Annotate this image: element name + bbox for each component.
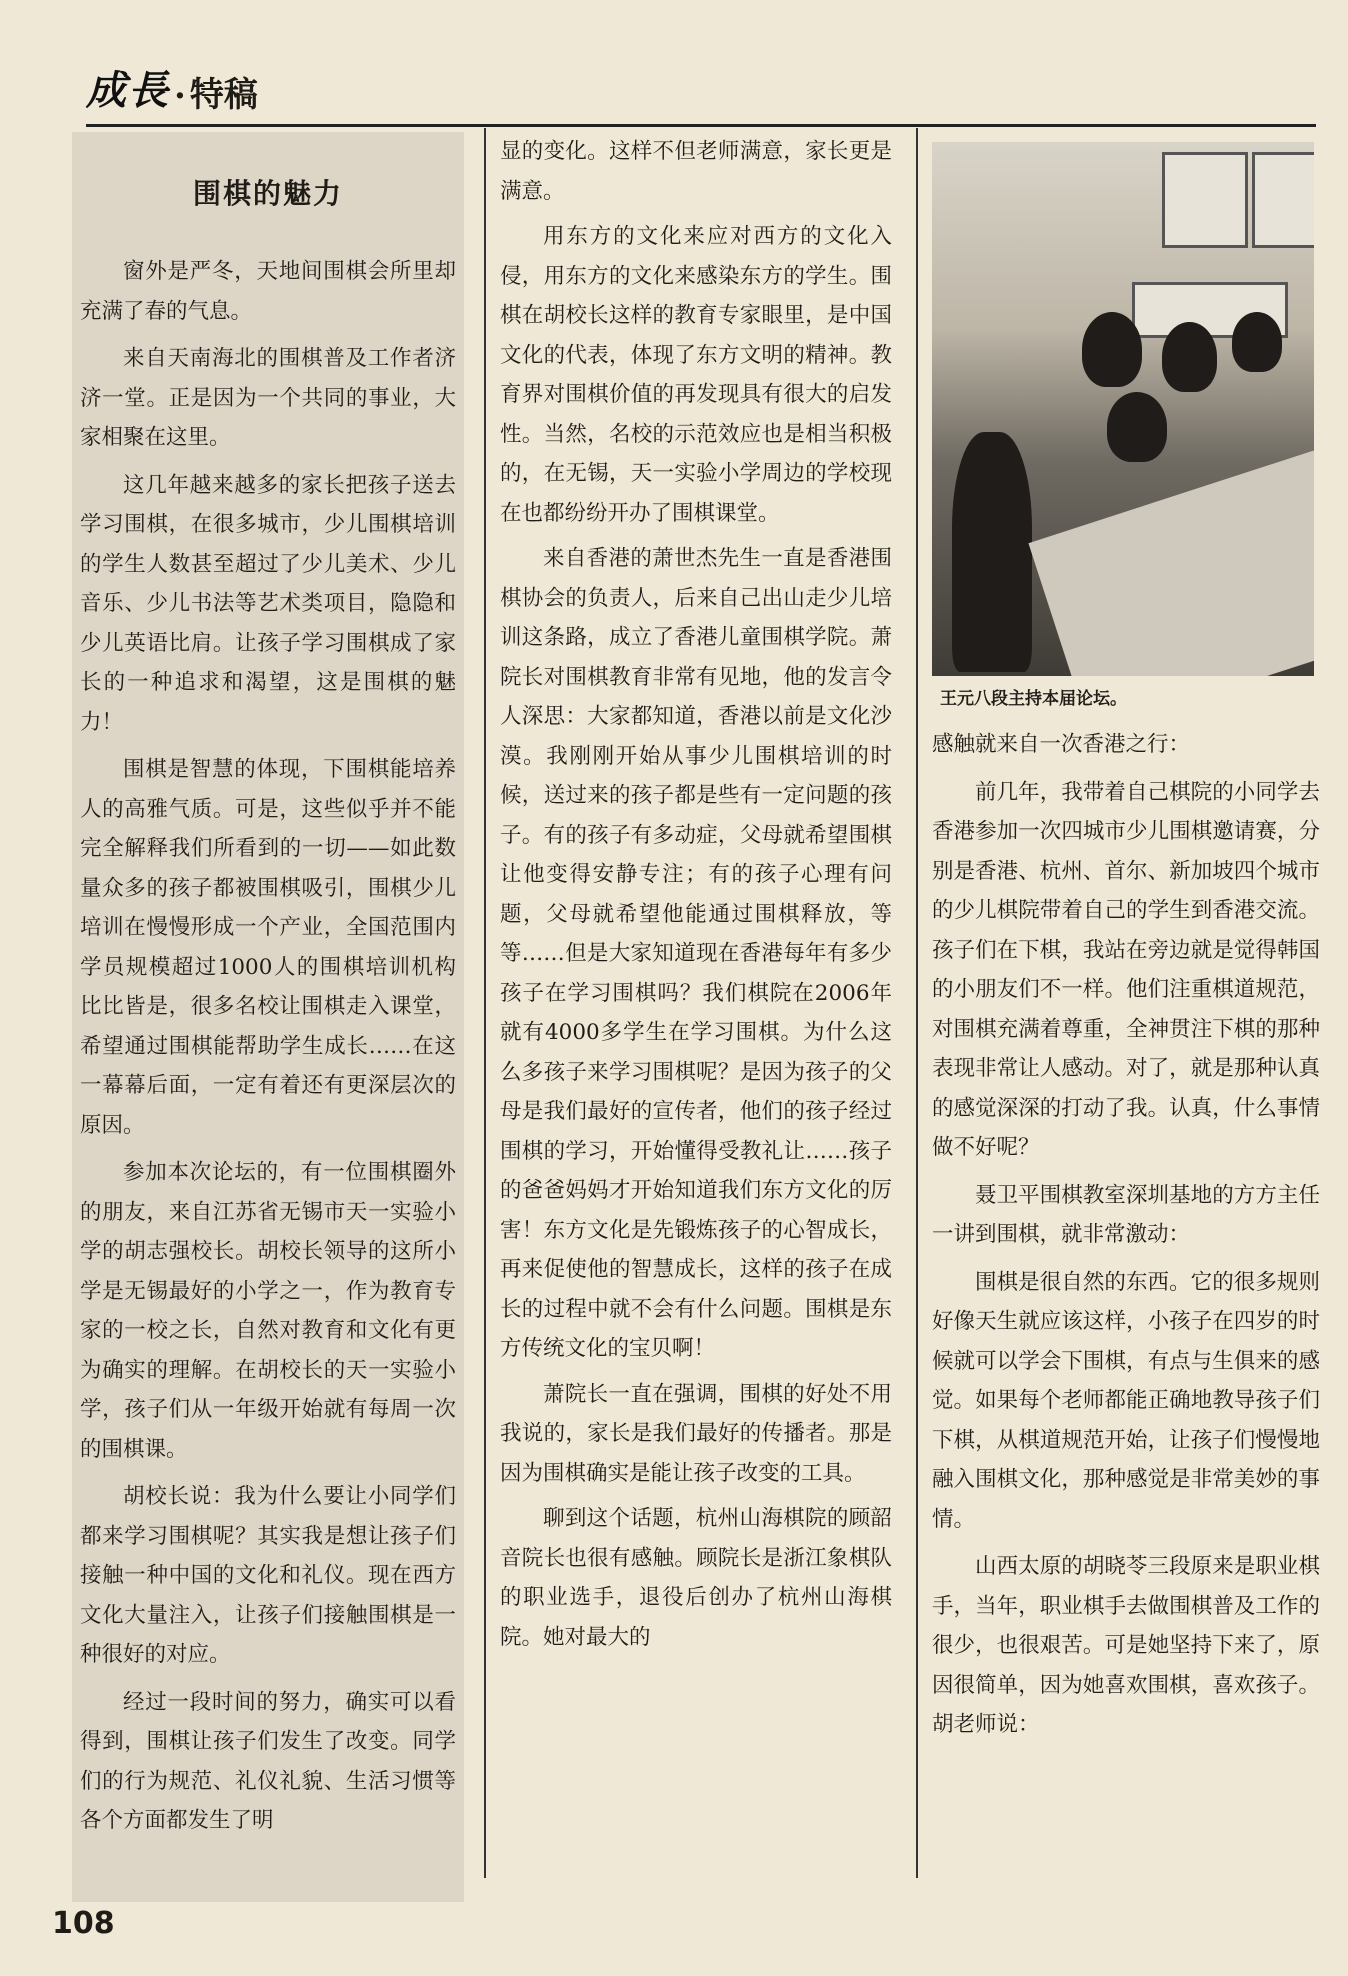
photo-caption: 王元八段主持本届论坛。	[940, 689, 1127, 709]
person-silhouette	[1082, 312, 1142, 387]
forum-photo	[932, 142, 1314, 676]
wall-frame	[1252, 152, 1314, 248]
magazine-logo: 成長	[86, 67, 170, 114]
header-separator: ·	[174, 76, 186, 116]
paragraph: 聊到这个话题，杭州山海棋院的顾韶音院长也很有感触。顾院长是浙江象棋队的职业选手，退役后创办了杭州山海棋院。她对最大的	[500, 1506, 892, 1650]
wall-frame	[1162, 152, 1248, 248]
paragraph: 围棋是智慧的体现，下围棋能培养人的高雅气质。可是，这些似乎并不能完全解释我们所看到的一切——如此数量众多的孩子都被围棋吸引，围棋少儿培训在慢慢形成一个产业，全国范围内学员规模超过1000人的围棋培训机构比比皆是，很多名校让围棋走入课堂，希望通过围棋能帮助学生成长……在这一幕幕后面，一定有着还有更深层次的原因。	[80, 757, 456, 1138]
paragraph: 经过一段时间的努力，确实可以看得到，围棋让孩子们发生了改变。同学们的行为规范、礼仪礼貌、生活习惯等各个方面都发生了明	[80, 1689, 456, 1833]
person-silhouette	[1107, 392, 1167, 462]
table-surface	[1028, 451, 1314, 676]
section-label: 特稿	[189, 75, 258, 115]
person-silhouette	[1162, 322, 1217, 392]
column-divider	[484, 128, 486, 1878]
paragraph: 用东方的文化来应对西方的文化入侵，用东方的文化来感染东方的学生。围棋在胡校长这样的教育专家眼里，是中国文化的代表，体现了东方文明的精神。教育界对围棋价值的再发现具有很大的启发性。当然，名校的示范效应也是相当积极的，在无锡，天一实验小学周边的学校现在也都纷纷开办了围棋课堂。	[500, 224, 892, 526]
paragraph: 显的变化。这样不但老师满意，家长更是满意。	[500, 139, 892, 204]
paragraph: 胡校长说：我为什么要让小同学们都来学习围棋呢？其实我是想让孩子们接触一种中国的文化和礼仪。现在西方文化大量注入，让孩子们接触围棋是一种很好的对应。	[80, 1484, 456, 1667]
column-divider	[916, 128, 918, 1878]
paragraph: 参加本次论坛的，有一位围棋圈外的朋友，来自江苏省无锡市天一实验小学的胡志强校长。胡校长领导的这所小学是无锡最好的小学之一，作为教育专家的一校之长，自然对教育和文化有更为确实的理解。在胡校长的天一实验小学，孩子们从一年级开始就有每周一次的围棋课。	[80, 1160, 456, 1462]
paragraph: 围棋是很自然的东西。它的很多规则好像天生就应该这样，小孩子在四岁的时候就可以学会下围棋，有点与生俱来的感觉。如果每个老师都能正确地教导孩子们下棋，从棋道规范开始，让孩子们慢慢地融入围棋文化，那种感觉是非常美妙的事情。	[932, 1269, 1320, 1532]
header-rule	[86, 124, 1316, 127]
paragraph: 这几年越来越多的家长把孩子送去学习围棋，在很多城市，少儿围棋培训的学生人数甚至超过了少儿美术、少儿音乐、少儿书法等艺术类项目，隐隐和少儿英语比肩。让孩子学习围棋成了家长的一种追求和渴望，这是围棋的魅力！	[80, 472, 456, 735]
paragraph: 聂卫平围棋教室深圳基地的方方主任一讲到围棋，就非常激动：	[932, 1182, 1320, 1247]
paragraph: 感触就来自一次香港之行：	[932, 732, 1191, 757]
paragraph: 来自天南海北的围棋普及工作者济济一堂。正是因为一个共同的事业，大家相聚在这里。	[80, 346, 456, 450]
paragraph: 萧院长一直在强调，围棋的好处不用我说的，家长是我们最好的传播者。那是因为围棋确实是能让孩子改变的工具。	[500, 1381, 892, 1486]
page-header	[86, 58, 258, 116]
column-1	[72, 132, 464, 1902]
person-silhouette	[952, 432, 1032, 672]
paragraph: 来自香港的萧世杰先生一直是香港围棋协会的负责人，后来自己出山走少儿培训这条路，成立了香港儿童围棋学院。萧院长对围棋教育非常有见地，他的发言令人深思：大家都知道，香港以前是文化沙漠。我刚刚开始从事少儿围棋培训的时候，送过来的孩子都是些有一定问题的孩子。有的孩子有多动症，父母就希望围棋让他变得安静专注；有的孩子心理有问题，父母就希望他能通过围棋释放，等等……但是大家知道现在香港每年有多少孩子在学习围棋吗？我们棋院在2006年就有4000多学生在学习围棋。为什么这么多孩子来学习围棋呢？是因为孩子的父母是我们最好的宣传者，他们的孩子经过围棋的学习，开始懂得受教礼让……孩子的爸爸妈妈才开始知道我们东方文化的厉害！东方文化是先锻炼孩子的心智成长，再来促使他的智慧成长，这样的孩子在成长的过程中就不会有什么问题。围棋是东方传统文化的宝贝啊！	[500, 546, 892, 1361]
page-number: 108	[52, 1906, 115, 1941]
paragraph: 前几年，我带着自己棋院的小同学去香港参加一次四城市少儿围棋邀请赛，分别是香港、杭州、首尔、新加坡四个城市的少儿棋院带着自己的学生到香港交流。孩子们在下棋，我站在旁边就是觉得韩国的小朋友们不一样。他们注重棋道规范，对围棋充满着尊重，全神贯注下棋的那种表现非常让人感动。对了，就是那种认真的感觉深深的打动了我。认真，什么事情做不好呢？	[932, 779, 1320, 1160]
column-2	[500, 132, 892, 1902]
paragraph: 山西太原的胡晓苓三段原来是职业棋手，当年，职业棋手去做围棋普及工作的很少，也很艰苦。可是她坚持下来了，原因很简单，因为她喜欢围棋，喜欢孩子。胡老师说：	[932, 1554, 1320, 1737]
column-3	[932, 132, 1320, 1902]
article-title: 围棋的魅力	[192, 177, 343, 210]
person-silhouette	[1232, 312, 1282, 372]
paragraph: 窗外是严冬，天地间围棋会所里却充满了春的气息。	[80, 259, 456, 324]
